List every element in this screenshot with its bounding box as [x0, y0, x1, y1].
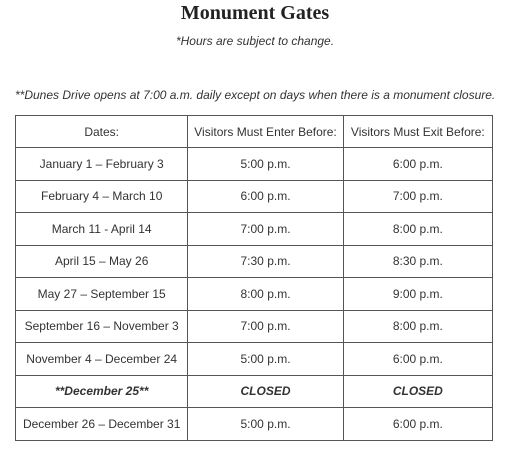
- dates-cell: **December 25**: [16, 375, 188, 408]
- exit-before-cell: 6:00 p.m.: [343, 148, 492, 181]
- table-row: [16, 408, 493, 441]
- page-title: Monument Gates: [180, 2, 330, 24]
- table-row: [16, 245, 493, 278]
- enter-before-cell: 7:00 p.m.: [188, 310, 343, 343]
- column-header-dates: Dates:: [16, 116, 188, 148]
- dates-cell: February 4 – March 10: [16, 180, 188, 213]
- dates-cell: November 4 – December 24: [16, 343, 188, 376]
- dates-cell: September 16 – November 3: [16, 310, 188, 343]
- dates-cell: March 11 - April 14: [16, 213, 188, 246]
- enter-before-cell: 5:00 p.m.: [188, 408, 343, 441]
- enter-before-cell: 7:00 p.m.: [188, 213, 343, 246]
- exit-before-cell: 8:30 p.m.: [343, 245, 492, 278]
- table-row-closure: [16, 375, 493, 408]
- column-header-exit-before: Visitors Must Exit Before:: [343, 116, 492, 148]
- exit-before-cell: 8:00 p.m.: [343, 310, 492, 343]
- enter-before-cell: 8:00 p.m.: [188, 278, 343, 311]
- exit-before-cell: 6:00 p.m.: [343, 408, 492, 441]
- gate-hours-table: [15, 115, 493, 441]
- table-row: [16, 278, 493, 311]
- enter-before-cell: 5:00 p.m.: [188, 148, 343, 181]
- dates-cell: January 1 – February 3: [16, 148, 188, 181]
- table-row: [16, 343, 493, 376]
- dates-cell: May 27 – September 15: [16, 278, 188, 311]
- exit-before-cell: 6:00 p.m.: [343, 343, 492, 376]
- exit-before-cell: CLOSED: [343, 375, 492, 408]
- exit-before-cell: 7:00 p.m.: [343, 180, 492, 213]
- table-header-row: [16, 116, 493, 148]
- column-header-enter-before: Visitors Must Enter Before:: [188, 116, 343, 148]
- enter-before-cell: 6:00 p.m.: [188, 180, 343, 213]
- dates-cell: December 26 – December 31: [16, 408, 188, 441]
- exit-before-cell: 8:00 p.m.: [343, 213, 492, 246]
- table-row: [16, 213, 493, 246]
- enter-before-cell: 5:00 p.m.: [188, 343, 343, 376]
- table-row: [16, 310, 493, 343]
- exit-before-cell: 9:00 p.m.: [343, 278, 492, 311]
- table-row: [16, 180, 493, 213]
- dunes-drive-note: **Dunes Drive opens at 7:00 a.m. daily except on days when there is a monument closure.: [15, 88, 496, 102]
- dates-cell: April 15 – May 26: [16, 245, 188, 278]
- enter-before-cell: 7:30 p.m.: [188, 245, 343, 278]
- enter-before-cell: CLOSED: [188, 375, 343, 408]
- table-row: [16, 148, 493, 181]
- hours-disclaimer: *Hours are subject to change.: [175, 34, 335, 48]
